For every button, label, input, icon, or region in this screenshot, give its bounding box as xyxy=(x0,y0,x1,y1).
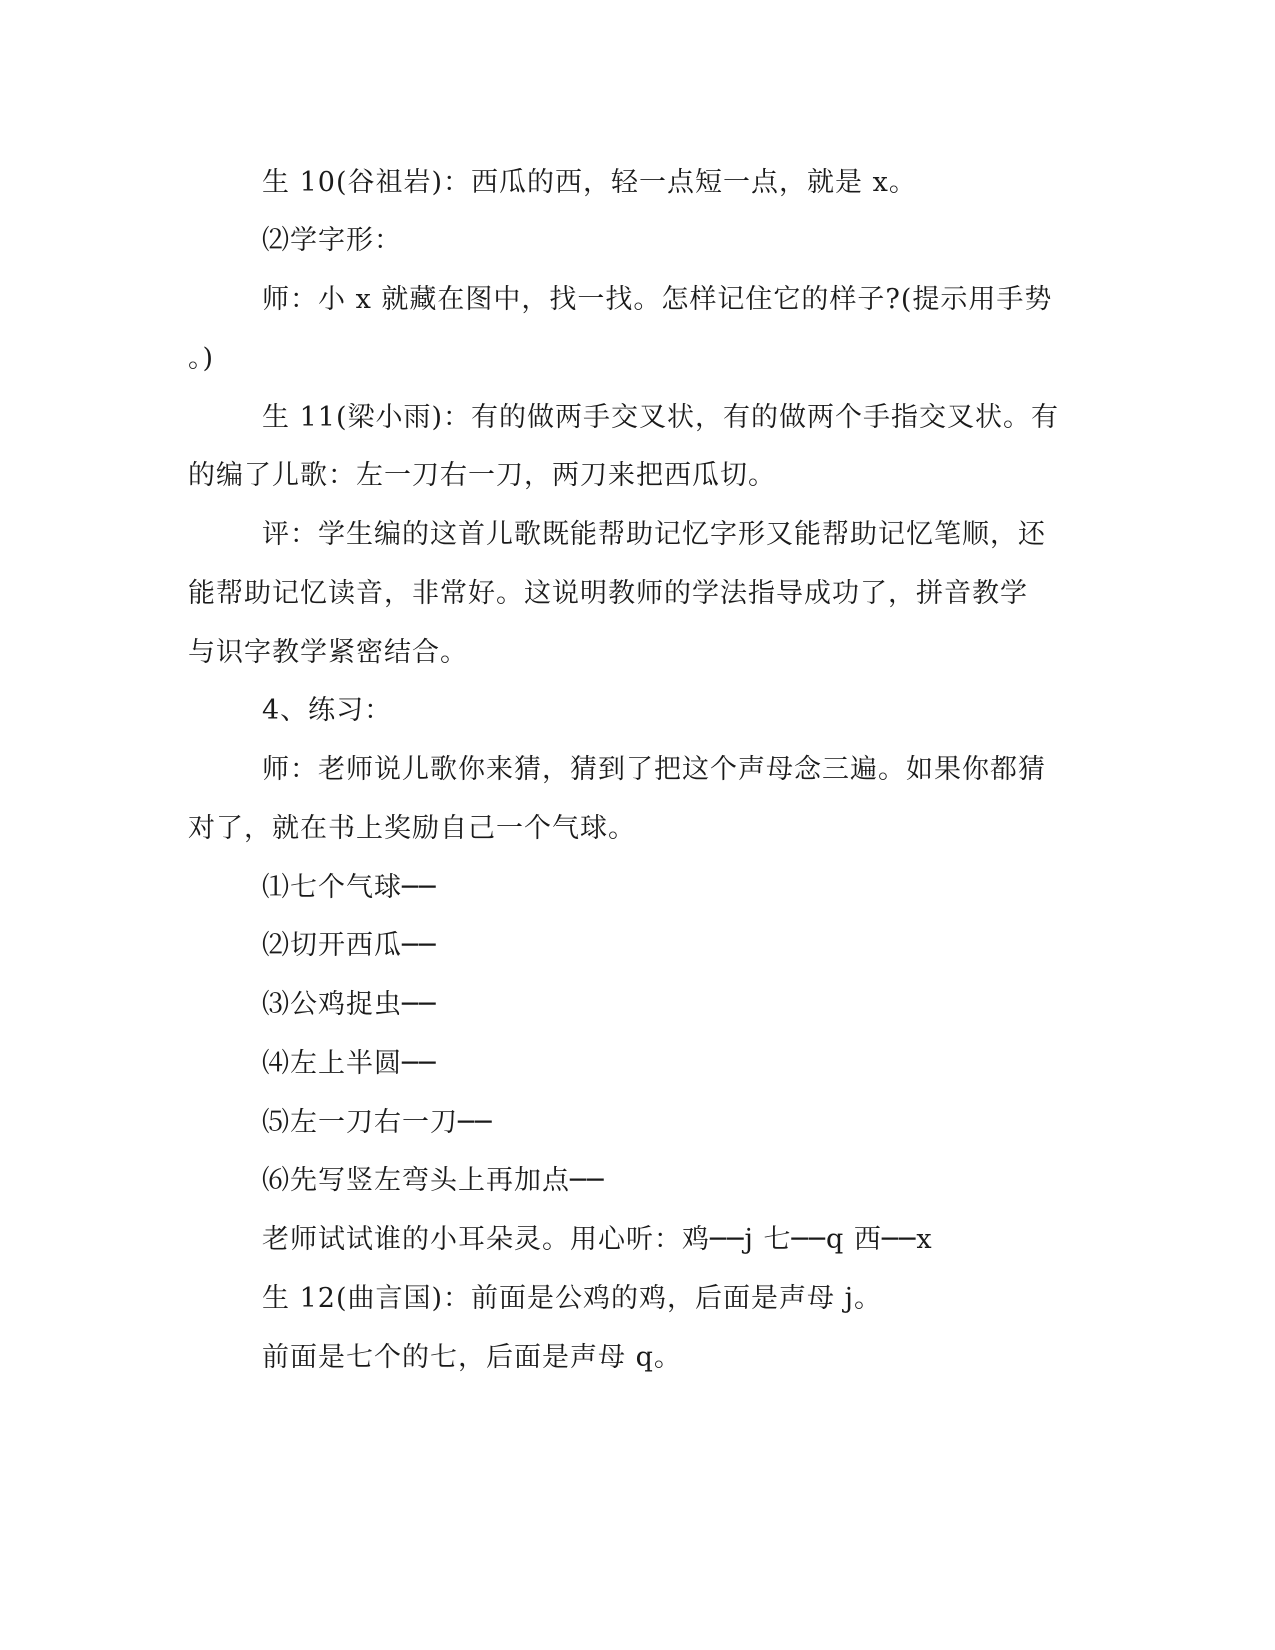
subheading-learn-shape: ⑵学字形： xyxy=(262,225,402,256)
paragraph-line-teacher-riddle: 师：老师说儿歌你来猜，猜到了把这个声母念三遍。如果你都猜 xyxy=(262,754,1046,785)
paragraph-line-student-10: 生 10(谷祖岩)：西瓜的西，轻一点短一点，就是 x。 xyxy=(262,167,917,198)
list-item-riddle-4: ⑷左上半圆── xyxy=(262,1048,437,1079)
paragraph-line-student-12-cont: 前面是七个的七，后面是声母 q。 xyxy=(262,1342,682,1373)
paragraph-line-comment: 评：学生编的这首儿歌既能帮助记忆字形又能帮助记忆笔顺，还 xyxy=(262,519,1046,550)
paragraph-line-student-11-cont: 的编了儿歌：左一刀右一刀，两刀来把西瓜切。 xyxy=(188,460,776,491)
paragraph-line-comment-cont-2: 与识字教学紧密结合。 xyxy=(188,637,468,668)
list-item-riddle-6: ⑹先写竖左弯头上再加点── xyxy=(262,1165,605,1196)
list-item-riddle-2: ⑵切开西瓜── xyxy=(262,930,437,961)
paragraph-line-listening: 老师试试谁的小耳朵灵。用心听：鸡──j 七──q 西──x xyxy=(262,1224,933,1255)
section-heading-practice: 4、练习： xyxy=(262,695,393,726)
paragraph-line-student-12: 生 12(曲言国)：前面是公鸡的鸡，后面是声母 j。 xyxy=(262,1283,882,1314)
list-item-riddle-3: ⑶公鸡捉虫── xyxy=(262,989,437,1020)
paragraph-line-teacher-riddle-cont: 对了，就在书上奖励自己一个气球。 xyxy=(188,813,636,844)
paragraph-line-teacher-hint: 师：小 x 就藏在图中，找一找。怎样记住它的样子?(提示用手势 xyxy=(262,284,1053,315)
paragraph-line-student-11: 生 11(梁小雨)：有的做两手交叉状，有的做两个手指交叉状。有 xyxy=(262,402,1060,433)
list-item-riddle-5: ⑸左一刀右一刀── xyxy=(262,1107,493,1138)
paragraph-line-comment-cont-1: 能帮助记忆读音，非常好。这说明教师的学法指导成功了，拼音教学 xyxy=(188,578,1028,609)
list-item-riddle-1: ⑴七个气球── xyxy=(262,872,437,903)
paragraph-line-teacher-hint-cont: 。) xyxy=(188,343,215,374)
